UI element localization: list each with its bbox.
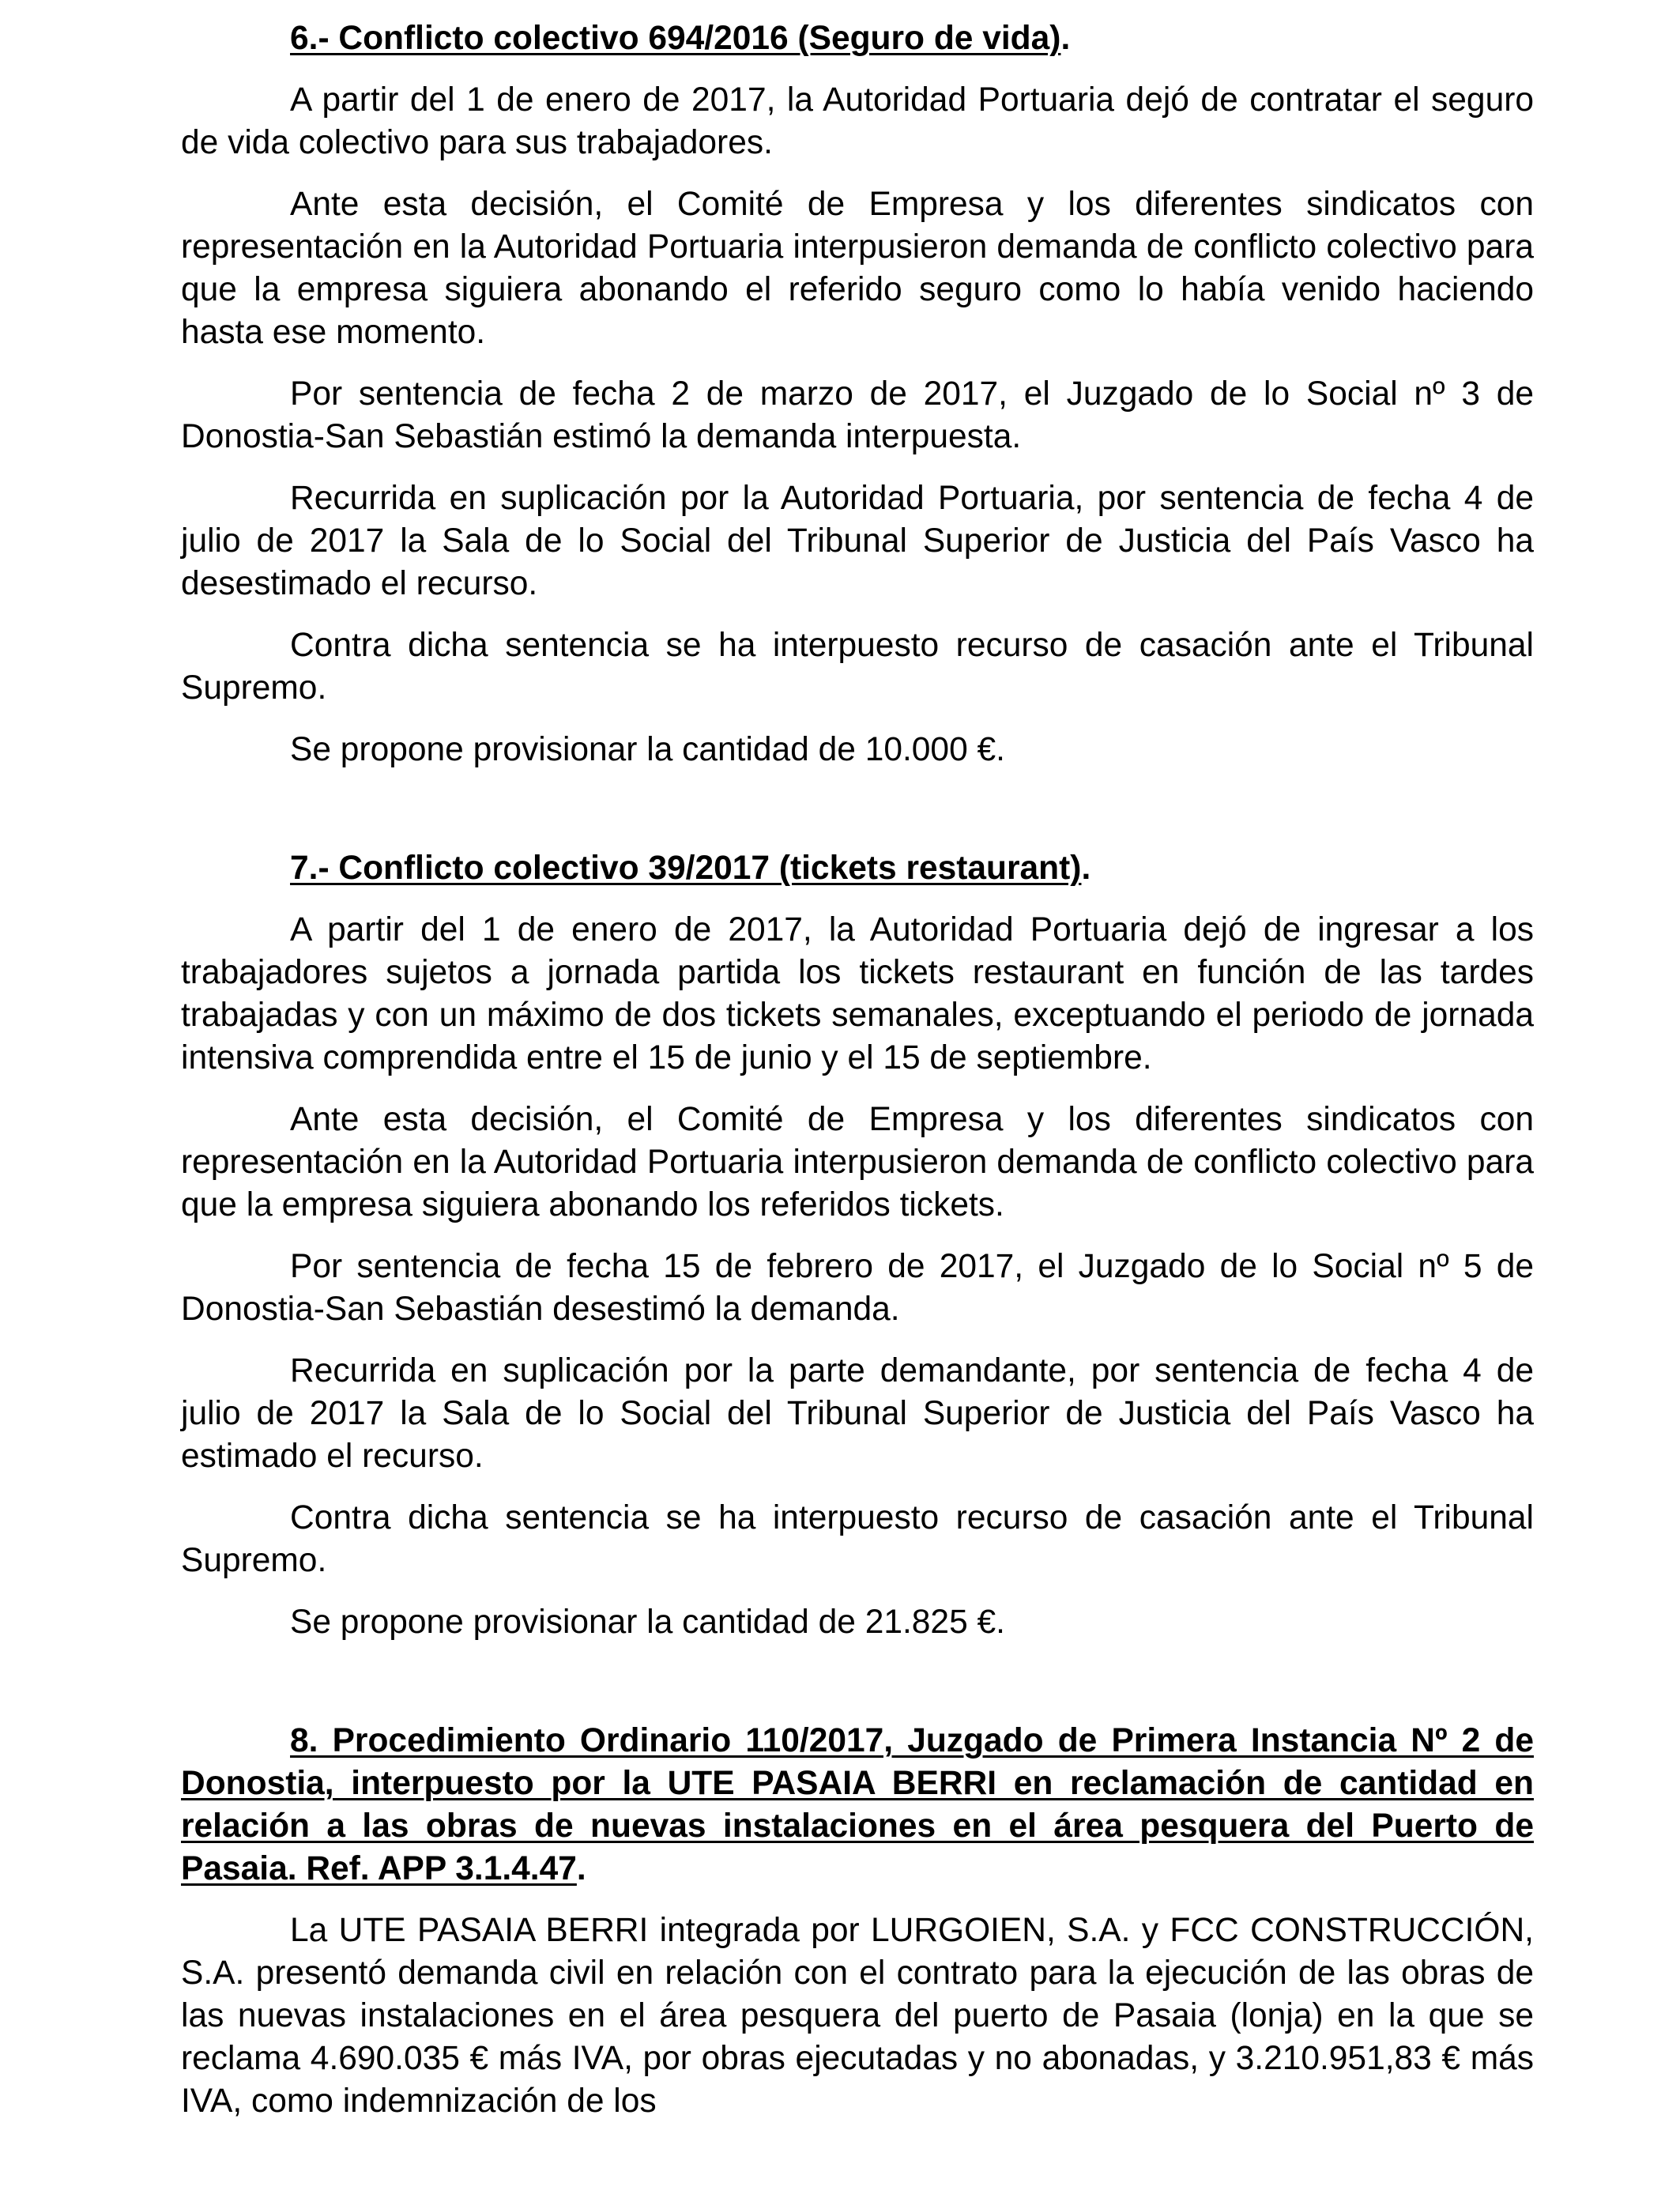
section-heading-text: 7.- Conflicto colectivo 39/2017 (tickets restaurant) (290, 850, 1082, 887)
section-heading (181, 1720, 1534, 1891)
paragraph: A partir del 1 de enero de 2017, la Autoridad Portuaria dejó de ingresar a los trabajadores sujetos a jornada partida los tickets restaurant en función de las tardes trabajadas y con un máximo de dos tickets semanales, exceptuando el periodo de jornada intensiva comprendida entre el 15 de junio y el 15 de septiembre. (181, 911, 1534, 1076)
section-heading (181, 17, 1534, 60)
provision-amount: Se propone provisionar la cantidad de 10.000 €. (290, 731, 1005, 768)
paragraph: Contra dicha sentencia se ha interpuesto recurso de casación ante el Tribunal Supremo. (181, 1499, 1534, 1579)
document-page (181, 17, 1534, 2123)
heading-period: . (576, 1850, 586, 1887)
section-8 (181, 1720, 1534, 2123)
paragraph: Por sentencia de fecha 2 de marzo de 2017, el Juzgado de lo Social nº 3 de Donostia-San Sebastián estimó la demanda interpuesta. (181, 375, 1534, 455)
section-heading-text: 6.- Conflicto colectivo 694/2016 (Seguro de vida) (290, 20, 1061, 57)
paragraph: Contra dicha sentencia se ha interpuesto recurso de casación ante el Tribunal Supremo. (181, 627, 1534, 707)
section-heading (181, 847, 1534, 890)
paragraph: Recurrida en suplicación por la Autoridad Portuaria, por sentencia de fecha 4 de julio de 2017 la Sala de lo Social del Tribunal Superior de Justicia del País Vasco ha desestimado el recurso. (181, 480, 1534, 602)
heading-period: . (1060, 20, 1071, 57)
section-6 (181, 17, 1534, 771)
paragraph: La UTE PASAIA BERRI integrada por LURGOIEN, S.A. y FCC CONSTRUCCIÓN, S.A. presentó demanda civil en relación con el contrato para la ejecución de las obras de las nuevas instalaciones en el área pesquera del puerto de Pasaia (lonja) en la que se reclama 4.690.035 € más IVA, por obras ejecutadas y no abonadas, y 3.210.951,83 € más IVA, como indemnización de los (181, 1912, 1534, 2120)
paragraph: A partir del 1 de enero de 2017, la Autoridad Portuaria dejó de contratar el seguro de vida colectivo para sus trabajadores. (181, 81, 1534, 161)
paragraph: Ante esta decisión, el Comité de Empresa y los diferentes sindicatos con representación en la Autoridad Portuaria interpusieron demanda de conflicto colectivo para que la empresa siguiera abonando los referidos tickets. (181, 1101, 1534, 1223)
provision-amount: Se propone provisionar la cantidad de 21.825 €. (290, 1604, 1005, 1641)
paragraph: Recurrida en suplicación por la parte demandante, por sentencia de fecha 4 de julio de 2017 la Sala de lo Social del Tribunal Superior de Justicia del País Vasco ha estimado el recurso. (181, 1352, 1534, 1475)
paragraph: Por sentencia de fecha 15 de febrero de 2017, el Juzgado de lo Social nº 5 de Donostia-San Sebastián desestimó la demanda. (181, 1248, 1534, 1328)
section-heading-text: 8. Procedimiento Ordinario 110/2017, Juzgado de Primera Instancia Nº 2 de Donostia, interpuesto por la UTE PASAIA BERRI en reclamación de cantidad en relación a las obras de nuevas instalaciones en el área pesquera del Puerto de Pasaia. Ref. APP 3.1.4.47 (181, 1722, 1534, 1887)
paragraph: Ante esta decisión, el Comité de Empresa y los diferentes sindicatos con representación en la Autoridad Portuaria interpusieron demanda de conflicto colectivo para que la empresa siguiera abonando el referido seguro como lo había venido haciendo hasta ese momento. (181, 186, 1534, 351)
heading-period: . (1081, 850, 1091, 887)
section-7 (181, 847, 1534, 1644)
